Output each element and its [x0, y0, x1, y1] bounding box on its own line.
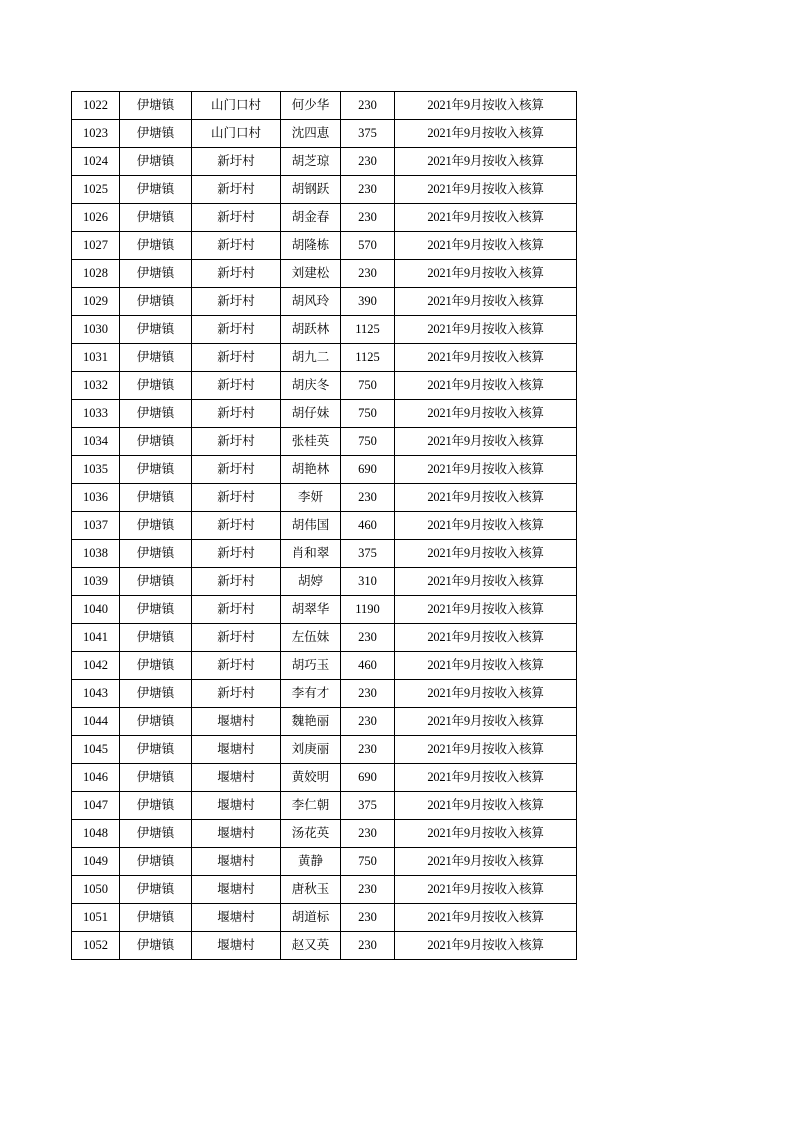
table-row — [72, 428, 577, 456]
row-town: 伊塘镇 — [120, 204, 192, 232]
row-name: 胡隆栋 — [281, 232, 341, 260]
row-note: 2021年9月按收入核算 — [395, 456, 577, 484]
row-note: 2021年9月按收入核算 — [395, 596, 577, 624]
row-id: 1039 — [72, 568, 120, 596]
row-village: 新圩村 — [192, 540, 281, 568]
row-note: 2021年9月按收入核算 — [395, 848, 577, 876]
row-note: 2021年9月按收入核算 — [395, 428, 577, 456]
row-town: 伊塘镇 — [120, 484, 192, 512]
row-name: 胡风玲 — [281, 288, 341, 316]
row-id: 1024 — [72, 148, 120, 176]
row-town: 伊塘镇 — [120, 400, 192, 428]
row-village: 新圩村 — [192, 204, 281, 232]
row-amount: 375 — [341, 120, 395, 148]
row-id: 1025 — [72, 176, 120, 204]
table-row — [72, 176, 577, 204]
row-note: 2021年9月按收入核算 — [395, 904, 577, 932]
row-amount: 230 — [341, 484, 395, 512]
row-name: 李仁朝 — [281, 792, 341, 820]
row-note: 2021年9月按收入核算 — [395, 120, 577, 148]
row-note: 2021年9月按收入核算 — [395, 624, 577, 652]
row-town: 伊塘镇 — [120, 372, 192, 400]
row-amount: 230 — [341, 932, 395, 960]
table-row — [72, 372, 577, 400]
row-note: 2021年9月按收入核算 — [395, 568, 577, 596]
row-name: 刘庚丽 — [281, 736, 341, 764]
row-note: 2021年9月按收入核算 — [395, 764, 577, 792]
row-amount: 230 — [341, 820, 395, 848]
row-amount: 375 — [341, 792, 395, 820]
row-village: 新圩村 — [192, 260, 281, 288]
row-town: 伊塘镇 — [120, 428, 192, 456]
table-row — [72, 596, 577, 624]
table-row — [72, 624, 577, 652]
row-id: 1050 — [72, 876, 120, 904]
table-row — [72, 120, 577, 148]
row-id: 1042 — [72, 652, 120, 680]
row-name: 黄姣明 — [281, 764, 341, 792]
row-amount: 570 — [341, 232, 395, 260]
row-name: 左伍妹 — [281, 624, 341, 652]
row-note: 2021年9月按收入核算 — [395, 932, 577, 960]
row-id: 1026 — [72, 204, 120, 232]
row-town: 伊塘镇 — [120, 120, 192, 148]
table-row — [72, 764, 577, 792]
row-amount: 690 — [341, 456, 395, 484]
row-village: 新圩村 — [192, 372, 281, 400]
row-town: 伊塘镇 — [120, 708, 192, 736]
row-note: 2021年9月按收入核算 — [395, 680, 577, 708]
table-row — [72, 316, 577, 344]
row-name: 胡芝琼 — [281, 148, 341, 176]
table-row — [72, 232, 577, 260]
table-row — [72, 92, 577, 120]
row-amount: 750 — [341, 400, 395, 428]
row-name: 张桂英 — [281, 428, 341, 456]
row-id: 1023 — [72, 120, 120, 148]
row-amount: 460 — [341, 652, 395, 680]
row-note: 2021年9月按收入核算 — [395, 316, 577, 344]
row-id: 1043 — [72, 680, 120, 708]
row-note: 2021年9月按收入核算 — [395, 652, 577, 680]
row-amount: 750 — [341, 428, 395, 456]
row-village: 堰塘村 — [192, 736, 281, 764]
row-name: 胡金春 — [281, 204, 341, 232]
table-row — [72, 820, 577, 848]
row-id: 1048 — [72, 820, 120, 848]
row-village: 堰塘村 — [192, 876, 281, 904]
row-town: 伊塘镇 — [120, 792, 192, 820]
row-id: 1029 — [72, 288, 120, 316]
row-id: 1049 — [72, 848, 120, 876]
row-name: 沈四恵 — [281, 120, 341, 148]
row-amount: 230 — [341, 736, 395, 764]
row-village: 堰塘村 — [192, 904, 281, 932]
row-amount: 460 — [341, 512, 395, 540]
row-name: 胡伟国 — [281, 512, 341, 540]
row-amount: 750 — [341, 848, 395, 876]
row-amount: 230 — [341, 708, 395, 736]
row-village: 新圩村 — [192, 484, 281, 512]
row-village: 新圩村 — [192, 344, 281, 372]
table-row — [72, 288, 577, 316]
row-id: 1027 — [72, 232, 120, 260]
row-id: 1037 — [72, 512, 120, 540]
row-note: 2021年9月按收入核算 — [395, 708, 577, 736]
row-note: 2021年9月按收入核算 — [395, 512, 577, 540]
row-village: 新圩村 — [192, 596, 281, 624]
table-row — [72, 204, 577, 232]
row-town: 伊塘镇 — [120, 316, 192, 344]
row-note: 2021年9月按收入核算 — [395, 288, 577, 316]
row-amount: 1190 — [341, 596, 395, 624]
table-row — [72, 708, 577, 736]
row-amount: 230 — [341, 876, 395, 904]
row-amount: 1125 — [341, 344, 395, 372]
row-amount: 230 — [341, 624, 395, 652]
row-amount: 390 — [341, 288, 395, 316]
row-id: 1028 — [72, 260, 120, 288]
row-town: 伊塘镇 — [120, 764, 192, 792]
table-row — [72, 932, 577, 960]
row-village: 新圩村 — [192, 400, 281, 428]
row-village: 新圩村 — [192, 176, 281, 204]
row-town: 伊塘镇 — [120, 568, 192, 596]
row-id: 1030 — [72, 316, 120, 344]
row-id: 1047 — [72, 792, 120, 820]
row-name: 胡仔妹 — [281, 400, 341, 428]
row-amount: 230 — [341, 204, 395, 232]
row-name: 何少华 — [281, 92, 341, 120]
table-row — [72, 148, 577, 176]
table-row — [72, 792, 577, 820]
row-amount: 230 — [341, 904, 395, 932]
table-container — [71, 91, 576, 960]
row-amount: 230 — [341, 92, 395, 120]
table-row — [72, 904, 577, 932]
row-name: 汤花英 — [281, 820, 341, 848]
row-amount: 310 — [341, 568, 395, 596]
row-village: 新圩村 — [192, 680, 281, 708]
row-name: 魏艳丽 — [281, 708, 341, 736]
row-note: 2021年9月按收入核算 — [395, 260, 577, 288]
row-name: 胡艳林 — [281, 456, 341, 484]
table-row — [72, 260, 577, 288]
table-body — [72, 92, 577, 960]
table-row — [72, 456, 577, 484]
row-town: 伊塘镇 — [120, 624, 192, 652]
row-note: 2021年9月按收入核算 — [395, 372, 577, 400]
row-name: 胡婷 — [281, 568, 341, 596]
row-town: 伊塘镇 — [120, 540, 192, 568]
row-village: 堰塘村 — [192, 848, 281, 876]
row-name: 刘建松 — [281, 260, 341, 288]
row-id: 1035 — [72, 456, 120, 484]
row-id: 1034 — [72, 428, 120, 456]
row-village: 新圩村 — [192, 568, 281, 596]
row-town: 伊塘镇 — [120, 148, 192, 176]
row-village: 山门口村 — [192, 120, 281, 148]
row-note: 2021年9月按收入核算 — [395, 232, 577, 260]
row-name: 李妍 — [281, 484, 341, 512]
row-amount: 230 — [341, 176, 395, 204]
table-row — [72, 540, 577, 568]
row-village: 新圩村 — [192, 232, 281, 260]
row-amount: 230 — [341, 148, 395, 176]
subsidy-table — [71, 91, 577, 960]
row-town: 伊塘镇 — [120, 288, 192, 316]
row-town: 伊塘镇 — [120, 876, 192, 904]
row-name: 胡钢跃 — [281, 176, 341, 204]
row-id: 1036 — [72, 484, 120, 512]
table-row — [72, 736, 577, 764]
row-note: 2021年9月按收入核算 — [395, 792, 577, 820]
row-id: 1041 — [72, 624, 120, 652]
row-village: 堰塘村 — [192, 792, 281, 820]
row-town: 伊塘镇 — [120, 736, 192, 764]
row-note: 2021年9月按收入核算 — [395, 736, 577, 764]
row-town: 伊塘镇 — [120, 904, 192, 932]
row-name: 李有才 — [281, 680, 341, 708]
row-village: 新圩村 — [192, 624, 281, 652]
row-village: 新圩村 — [192, 512, 281, 540]
row-village: 新圩村 — [192, 652, 281, 680]
row-village: 新圩村 — [192, 456, 281, 484]
row-name: 胡九二 — [281, 344, 341, 372]
row-id: 1022 — [72, 92, 120, 120]
row-amount: 230 — [341, 260, 395, 288]
row-note: 2021年9月按收入核算 — [395, 820, 577, 848]
row-id: 1038 — [72, 540, 120, 568]
table-row — [72, 652, 577, 680]
table-row — [72, 568, 577, 596]
row-name: 胡巧玉 — [281, 652, 341, 680]
row-name: 黄静 — [281, 848, 341, 876]
row-id: 1033 — [72, 400, 120, 428]
row-village: 新圩村 — [192, 428, 281, 456]
row-id: 1051 — [72, 904, 120, 932]
table-row — [72, 680, 577, 708]
row-village: 新圩村 — [192, 316, 281, 344]
row-amount: 230 — [341, 680, 395, 708]
row-note: 2021年9月按收入核算 — [395, 344, 577, 372]
row-town: 伊塘镇 — [120, 176, 192, 204]
row-amount: 750 — [341, 372, 395, 400]
row-note: 2021年9月按收入核算 — [395, 876, 577, 904]
row-village: 新圩村 — [192, 288, 281, 316]
table-row — [72, 344, 577, 372]
row-name: 胡跃林 — [281, 316, 341, 344]
row-town: 伊塘镇 — [120, 456, 192, 484]
row-name: 唐秋玉 — [281, 876, 341, 904]
row-village: 堰塘村 — [192, 932, 281, 960]
row-town: 伊塘镇 — [120, 820, 192, 848]
row-amount: 1125 — [341, 316, 395, 344]
row-town: 伊塘镇 — [120, 512, 192, 540]
row-name: 胡道标 — [281, 904, 341, 932]
table-row — [72, 400, 577, 428]
row-name: 胡庆冬 — [281, 372, 341, 400]
row-id: 1032 — [72, 372, 120, 400]
row-note: 2021年9月按收入核算 — [395, 484, 577, 512]
row-id: 1046 — [72, 764, 120, 792]
table-row — [72, 484, 577, 512]
row-note: 2021年9月按收入核算 — [395, 400, 577, 428]
row-name: 赵又英 — [281, 932, 341, 960]
row-town: 伊塘镇 — [120, 680, 192, 708]
row-town: 伊塘镇 — [120, 344, 192, 372]
row-town: 伊塘镇 — [120, 92, 192, 120]
row-note: 2021年9月按收入核算 — [395, 176, 577, 204]
row-town: 伊塘镇 — [120, 932, 192, 960]
row-amount: 690 — [341, 764, 395, 792]
row-id: 1045 — [72, 736, 120, 764]
row-town: 伊塘镇 — [120, 232, 192, 260]
row-village: 新圩村 — [192, 148, 281, 176]
row-village: 堰塘村 — [192, 764, 281, 792]
row-village: 堰塘村 — [192, 708, 281, 736]
row-name: 肖和翠 — [281, 540, 341, 568]
table-row — [72, 876, 577, 904]
row-amount: 375 — [341, 540, 395, 568]
row-id: 1044 — [72, 708, 120, 736]
table-row — [72, 848, 577, 876]
row-town: 伊塘镇 — [120, 596, 192, 624]
row-note: 2021年9月按收入核算 — [395, 92, 577, 120]
row-name: 胡翠华 — [281, 596, 341, 624]
row-town: 伊塘镇 — [120, 652, 192, 680]
row-note: 2021年9月按收入核算 — [395, 540, 577, 568]
row-village: 堰塘村 — [192, 820, 281, 848]
row-id: 1031 — [72, 344, 120, 372]
row-id: 1052 — [72, 932, 120, 960]
row-town: 伊塘镇 — [120, 260, 192, 288]
row-id: 1040 — [72, 596, 120, 624]
table-row — [72, 512, 577, 540]
row-note: 2021年9月按收入核算 — [395, 204, 577, 232]
row-note: 2021年9月按收入核算 — [395, 148, 577, 176]
row-town: 伊塘镇 — [120, 848, 192, 876]
row-village: 山门口村 — [192, 92, 281, 120]
